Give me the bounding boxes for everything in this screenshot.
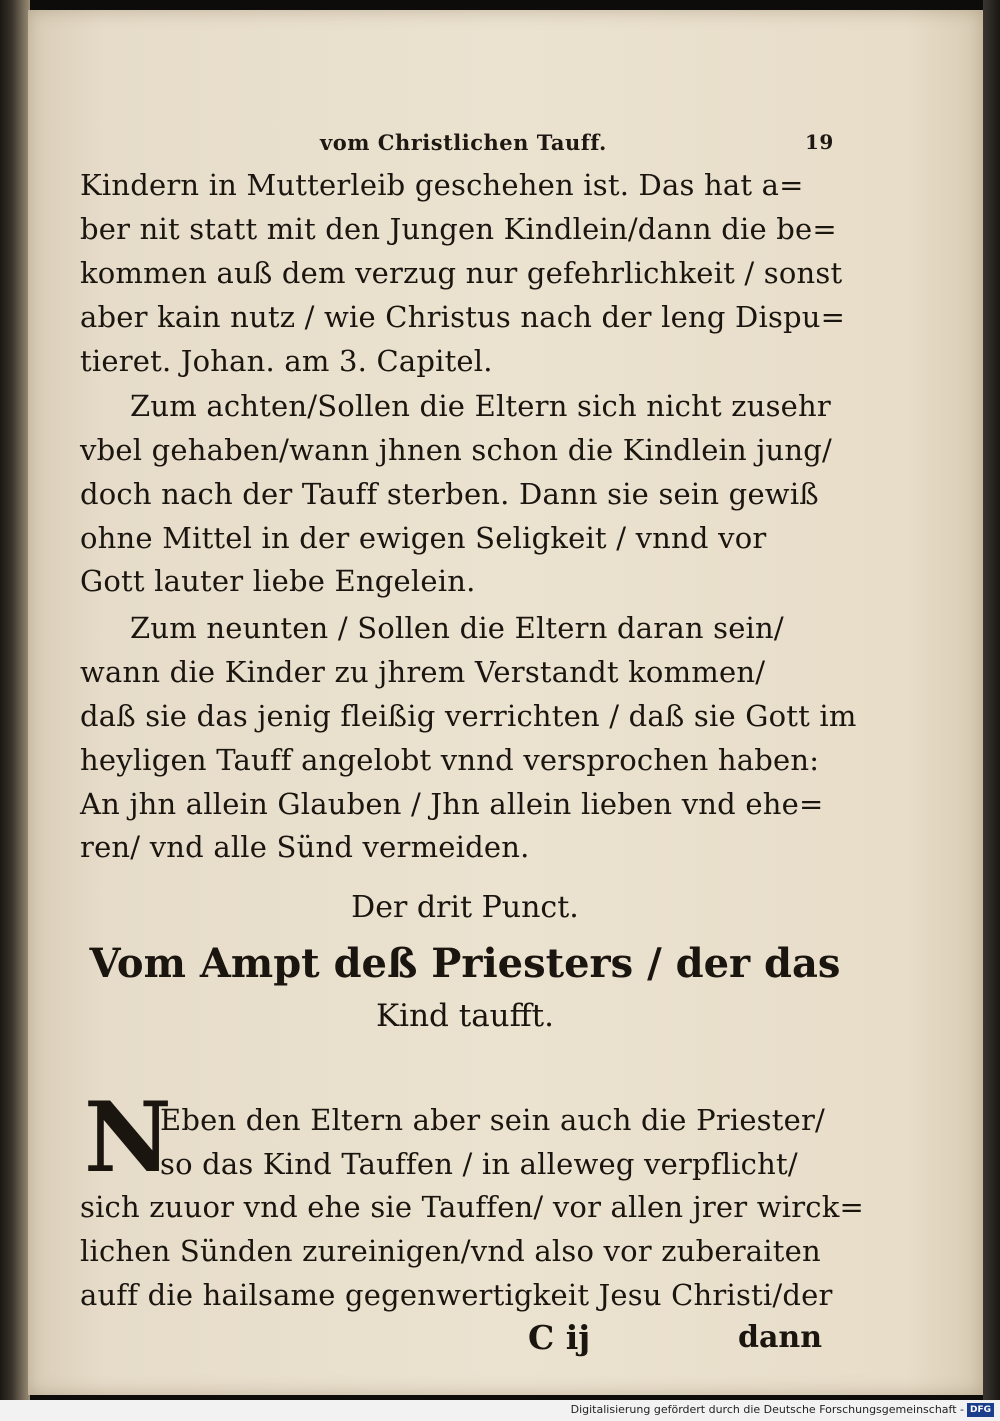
drop-initial: N (84, 1081, 172, 1194)
text-line: ohne Mittel in der ewigen Seligkeit / vnnd vor (80, 521, 767, 555)
text-line: aber kain nutz / wie Christus nach der leng Dispu= (80, 300, 846, 334)
text-line: ren/ vnd alle Sünd vermeiden. (80, 830, 530, 864)
text-line: Eben den Eltern aber sein auch die Priester/ (160, 1103, 826, 1137)
section-heading-continued: Kind taufft. (376, 998, 554, 1034)
section-heading: Vom Ampt deß Priesters / der das (89, 940, 841, 987)
text-line: wann die Kinder zu jhrem Verstandt kommen/ (80, 655, 766, 689)
text-line: heyligen Tauff angelobt vnnd versprochen haben: (80, 743, 820, 777)
text-line: kommen auß dem verzug nur gefehrlichkeit / sonst (80, 256, 843, 290)
catchword: dann (738, 1320, 823, 1355)
text-line: auff die hailsame gegenwertigkeit Jesu Christi/der (80, 1278, 833, 1312)
text-line: Kindern in Mutterleib geschehen ist. Das hat a= (80, 168, 804, 202)
footer-bar (0, 1400, 1000, 1421)
signature-mark: C ij (528, 1318, 591, 1357)
running-head (320, 130, 840, 155)
text-line: Zum neunten / Sollen die Eltern daran sein/ (130, 611, 784, 645)
dfg-logo: DFG (967, 1403, 994, 1417)
text-line: vbel gehaben/wann jhnen schon die Kindlein jung/ (80, 433, 833, 467)
text-line: Zum achten/Sollen die Eltern sich nicht zusehr (130, 389, 831, 423)
book-spine (0, 0, 30, 1400)
page-number: 19 (805, 130, 834, 154)
text-line: An jhn allein Glauben / Jhn allein lieben vnd ehe= (80, 787, 824, 821)
text-line: sich zuuor vnd ehe sie Tauffen/ vor allen jrer wirck= (80, 1190, 865, 1224)
text-line: doch nach der Tauff sterben. Dann sie sein gewiß (80, 477, 819, 511)
text-line: tieret. Johan. am 3. Capitel. (80, 344, 493, 378)
section-label: Der drit Punct. (351, 890, 579, 925)
running-head-title: vom Christlichen Tauff. (320, 130, 607, 155)
text-line: ber nit statt mit den Jungen Kindlein/dann die be= (80, 212, 837, 246)
text-line: so das Kind Tauffen / in alleweg verpflicht/ (160, 1147, 798, 1181)
page-edge-shadow (983, 0, 1000, 1400)
text-line: daß sie das jenig fleißig verrichten / daß sie Gott im (80, 699, 857, 733)
text-line: Gott lauter liebe Engelein. (80, 564, 476, 598)
text-line: lichen Sünden zureinigen/vnd also vor zuberaiten (80, 1234, 821, 1268)
footer-credit: Digitalisierung gefördert durch die Deutsche Forschungsgemeinschaft - (570, 1403, 964, 1416)
